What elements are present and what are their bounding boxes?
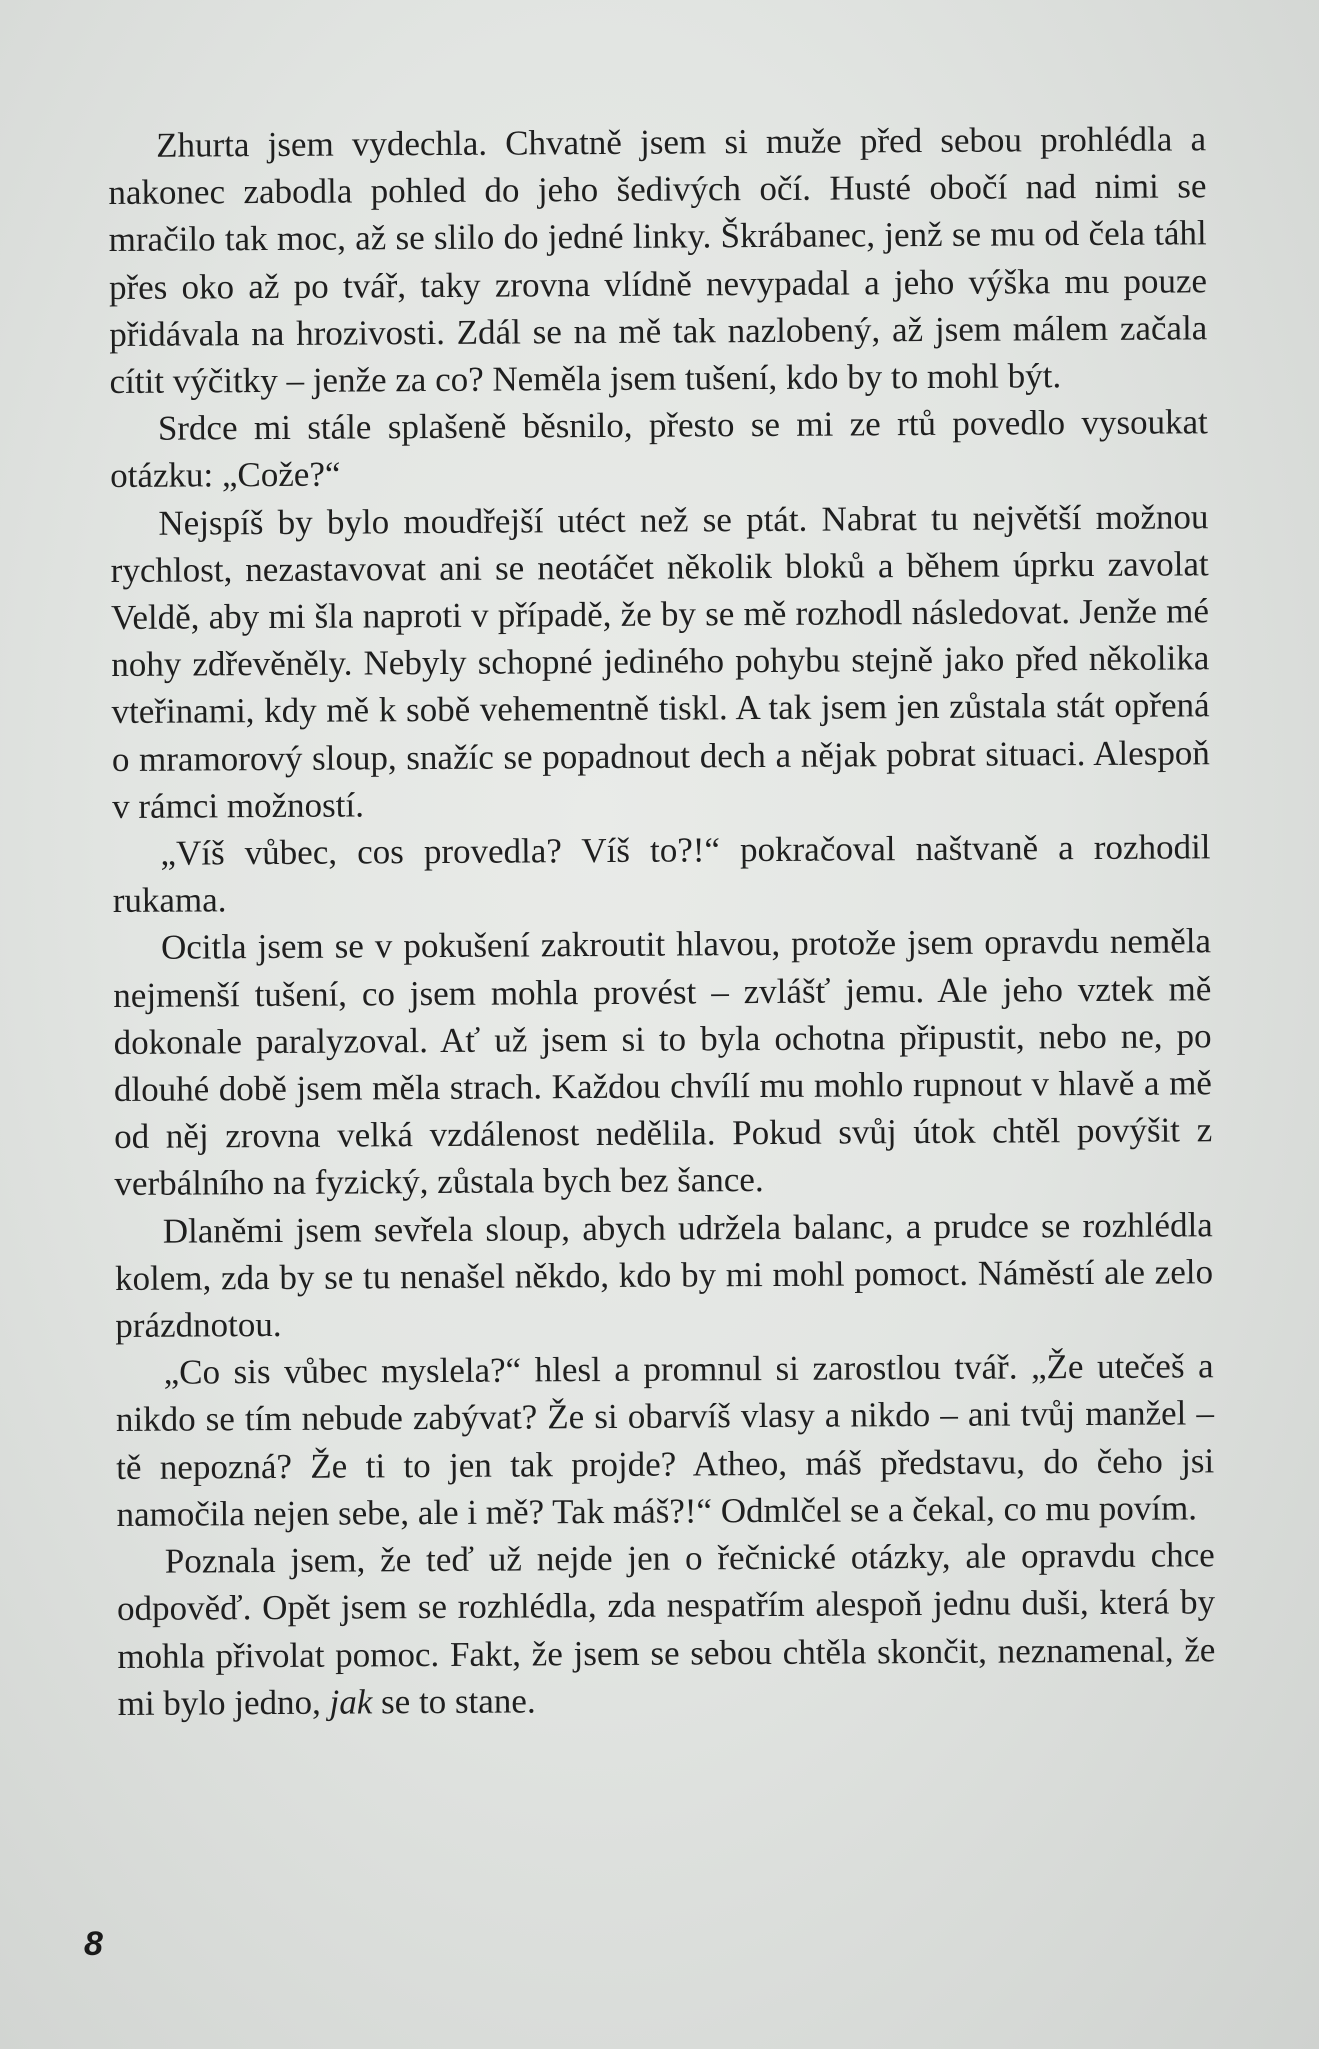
paragraph-7: „Co sis vůbec myslela?“ hlesl a promnul si zarostlou tvář. „Že utečeš a nikdo se tím nebude zabývat? Že si obarvíš vlasy a nikdo – ani tvůj manžel – tě nepozná? Že ti to jen tak projde? Atheo, máš představu, do čeho jsi namočila nejen sebe, ale i mě? Tak máš?!“ Odmlčel se a čekal, co mu povím. xyxy=(115,1346,1215,1534)
paragraph-1: Zhurta jsem vydechla. Chvatně jsem si muže před sebou prohlédla a nakonec zabodla pohled do jeho šedivých očí. Husté obočí nad nimi se mračilo tak moc, až se slilo do jedné linky. Škrábanec, jenž se mu od čela táhl přes oko až po tvář, taky zrovna vlídně nevypadal a jeho výška mu pouze přidávala na hrozivosti. Zdál se na mě tak nazlobený, až jsem málem začala cítit výčitky – jenže za co? Neměla jsem tušení, kdo by to mohl být. xyxy=(108,119,1208,402)
paragraph-2: Srdce mi stále splašeně běsnilo, přesto se mi ze rtů povedlo vysoukat otázku: „Cože?“ xyxy=(110,402,1208,496)
page-number: 8 xyxy=(84,1925,103,1963)
paragraph-8 xyxy=(117,1531,1216,1727)
paragraph-5: Ocitla jsem se v pokušení zakroutit hlavou, protože jsem opravdu neměla nejmenší tušení, co jsem mohla provést – zvlášť jemu. Ale jeho vztek mě dokonale paralyzoval. Ať už jsem si to byla ochotna připustit, nebo ne, po dlouhé době jsem měla strach. Každou chvílí mu mohlo rupnout v hlavě a mě od něj zrovna velká vzdálenost nedělila. Pokud svůj útok chtěl povýšit z verbálního na fyzický, zůstala bych bez šance. xyxy=(113,921,1213,1204)
paragraph-8-end: se to stane. xyxy=(372,1681,536,1722)
body-text xyxy=(108,115,1216,1727)
paragraph-3: Nejspíš by bylo moudřejší utéct než se ptát. Nabrat tu největší možnou rychlost, nezastavovat ani se neotáčet několik bloků a během úprku zavolat Veldě, aby mi šla naproti v případě, že by se mě rozhodl následovat. Jenže mé nohy zdřevěněly. Nebyly schopné jediného pohybu stejně jako před několika vteřinami, kdy mě k sobě vehementně tiskl. A tak jsem jen zůstala stát opřená o mramorový sloup, snažíc se popadnout dech a nějak pobrat situaci. Alespoň v rámci možností. xyxy=(110,496,1210,826)
paragraph-8-start: Poznala jsem, že teď už nejde jen o řečnické otázky, ale opravdu chce odpověď. Opět jsem se rozhlédla, zda nespatřím alespoň jednu duši, která by mohla přivolat pomoc. Fakt, že jsem se sebou chtěla skončit, neznamenal, že mi bylo jedno, xyxy=(116,1535,1216,1723)
paragraph-6: Dlaněmi jsem sevřela sloup, abych udržela balanc, a prudce se rozhlédla kolem, zda by se tu nenašel někdo, kdo by mi mohl pomoct. Náměstí ale zelo prázdnotou. xyxy=(114,1204,1214,1346)
paragraph-8-italic: jak xyxy=(329,1682,373,1722)
paragraph-4: „Víš vůbec, cos provedla? Víš to?!“ pokračoval naštvaně a rozhodil rukama. xyxy=(112,827,1211,921)
